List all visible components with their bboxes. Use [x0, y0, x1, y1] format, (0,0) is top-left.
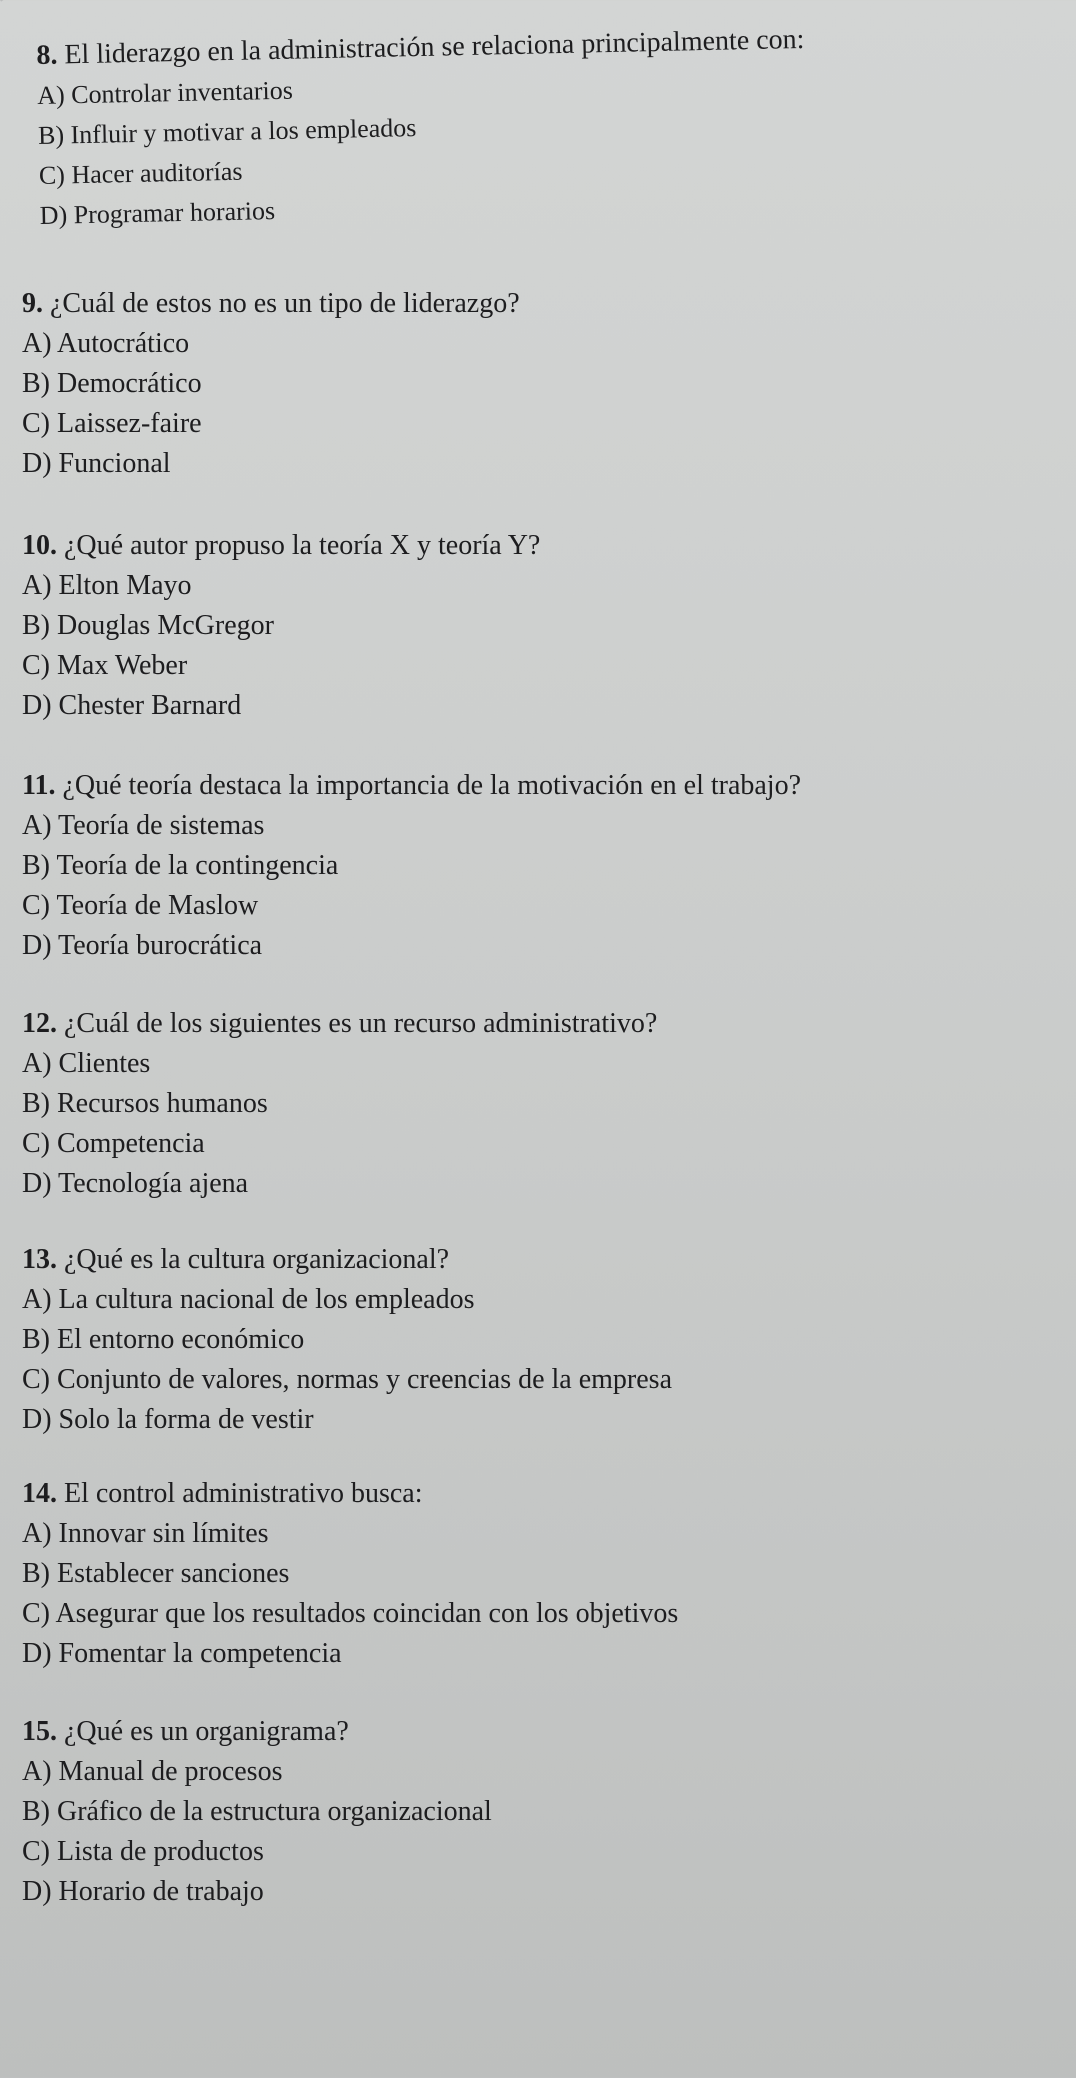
question-13-option-a: A) La cultura nacional de los empleados: [22, 1284, 475, 1315]
question-15: [22, 1712, 1062, 1912]
question-9-prompt: [22, 284, 1062, 324]
question-12-number: 12.: [22, 1008, 57, 1039]
question-13: [22, 1240, 1062, 1440]
question-11: [22, 766, 1062, 966]
question-8-option-a: A) Controlar inventarios: [36, 75, 294, 110]
question-10: [22, 526, 1062, 726]
question-12-option-c: C) Competencia: [22, 1128, 205, 1159]
question-10-text: ¿Qué autor propuso la teoría X y teoría Y?: [64, 530, 541, 561]
question-9-number: 9.: [22, 288, 43, 319]
question-12-option-d: D) Tecnología ajena: [22, 1168, 249, 1199]
question-8-text: El liderazgo en la administración se relaciona principalmente con:: [64, 23, 805, 71]
question-8-option-d: D) Programar horarios: [39, 196, 276, 230]
question-9-option-b: B) Democrático: [22, 368, 202, 399]
question-13-number: 13.: [22, 1244, 57, 1275]
question-11-prompt: [22, 766, 1062, 806]
question-13-option-d: D) Solo la forma de vestir: [22, 1404, 314, 1435]
question-11-text: ¿Qué teoría destaca la importancia de la motivación en el trabajo?: [62, 770, 802, 801]
question-15-option-a: A) Manual de procesos: [22, 1756, 283, 1787]
question-11-option-a: A) Teoría de sistemas: [22, 810, 265, 841]
question-8-option-b: B) Influir y motivar a los empleados: [37, 113, 417, 150]
question-15-option-c: C) Lista de productos: [22, 1836, 264, 1867]
question-13-text: ¿Qué es la cultura organizacional?: [64, 1244, 450, 1275]
question-13-option-b: B) El entorno económico: [22, 1324, 305, 1355]
question-14-option-d: D) Fomentar la competencia: [22, 1638, 342, 1669]
question-14-text: El control administrativo busca:: [64, 1478, 423, 1509]
question-8-number: 8.: [36, 39, 58, 71]
question-11-option-c: C) Teoría de Maslow: [22, 890, 259, 921]
question-10-option-b: B) Douglas McGregor: [22, 610, 274, 641]
question-15-prompt: [22, 1712, 1062, 1752]
question-8: [36, 14, 1076, 236]
question-12-option-b: B) Recursos humanos: [22, 1088, 268, 1119]
question-10-number: 10.: [22, 530, 57, 561]
question-14-option-b: B) Establecer sanciones: [22, 1558, 290, 1589]
question-9-option-a: A) Autocrático: [22, 328, 190, 359]
question-11-option-d: D) Teoría burocrática: [22, 930, 263, 961]
question-11-number: 11.: [22, 770, 56, 801]
question-9-option-d: D) Funcional: [22, 448, 171, 479]
question-9-option-c: C) Laissez-faire: [22, 408, 202, 439]
question-14: [22, 1474, 1062, 1674]
question-10-prompt: [22, 526, 1062, 566]
question-13-option-c: C) Conjunto de valores, normas y creencias de la empresa: [22, 1364, 673, 1395]
question-12: [22, 1004, 1062, 1204]
question-13-prompt: [22, 1240, 1062, 1280]
question-15-text: ¿Qué es un organigrama?: [64, 1716, 349, 1747]
question-12-text: ¿Cuál de los siguientes es un recurso administrativo?: [64, 1008, 658, 1039]
question-9-text: ¿Cuál de estos no es un tipo de liderazgo?: [50, 288, 520, 319]
question-10-option-d: D) Chester Barnard: [22, 690, 242, 721]
question-9: [22, 284, 1062, 484]
question-11-option-b: B) Teoría de la contingencia: [22, 850, 339, 881]
question-14-option-c: C) Asegurar que los resultados coincidan con los objetivos: [22, 1598, 679, 1629]
question-12-option-a: A) Clientes: [22, 1048, 151, 1079]
question-10-option-a: A) Elton Mayo: [22, 570, 192, 601]
question-14-option-a: A) Innovar sin límites: [22, 1518, 269, 1549]
question-15-option-d: D) Horario de trabajo: [22, 1876, 264, 1907]
question-10-option-c: C) Max Weber: [22, 650, 188, 681]
question-15-number: 15.: [22, 1716, 57, 1747]
question-14-prompt: [22, 1474, 1062, 1514]
question-14-number: 14.: [22, 1478, 57, 1509]
question-15-option-b: B) Gráfico de la estructura organizacional: [22, 1796, 492, 1827]
question-12-prompt: [22, 1004, 1062, 1044]
question-8-option-c: C) Hacer auditorías: [38, 156, 243, 190]
